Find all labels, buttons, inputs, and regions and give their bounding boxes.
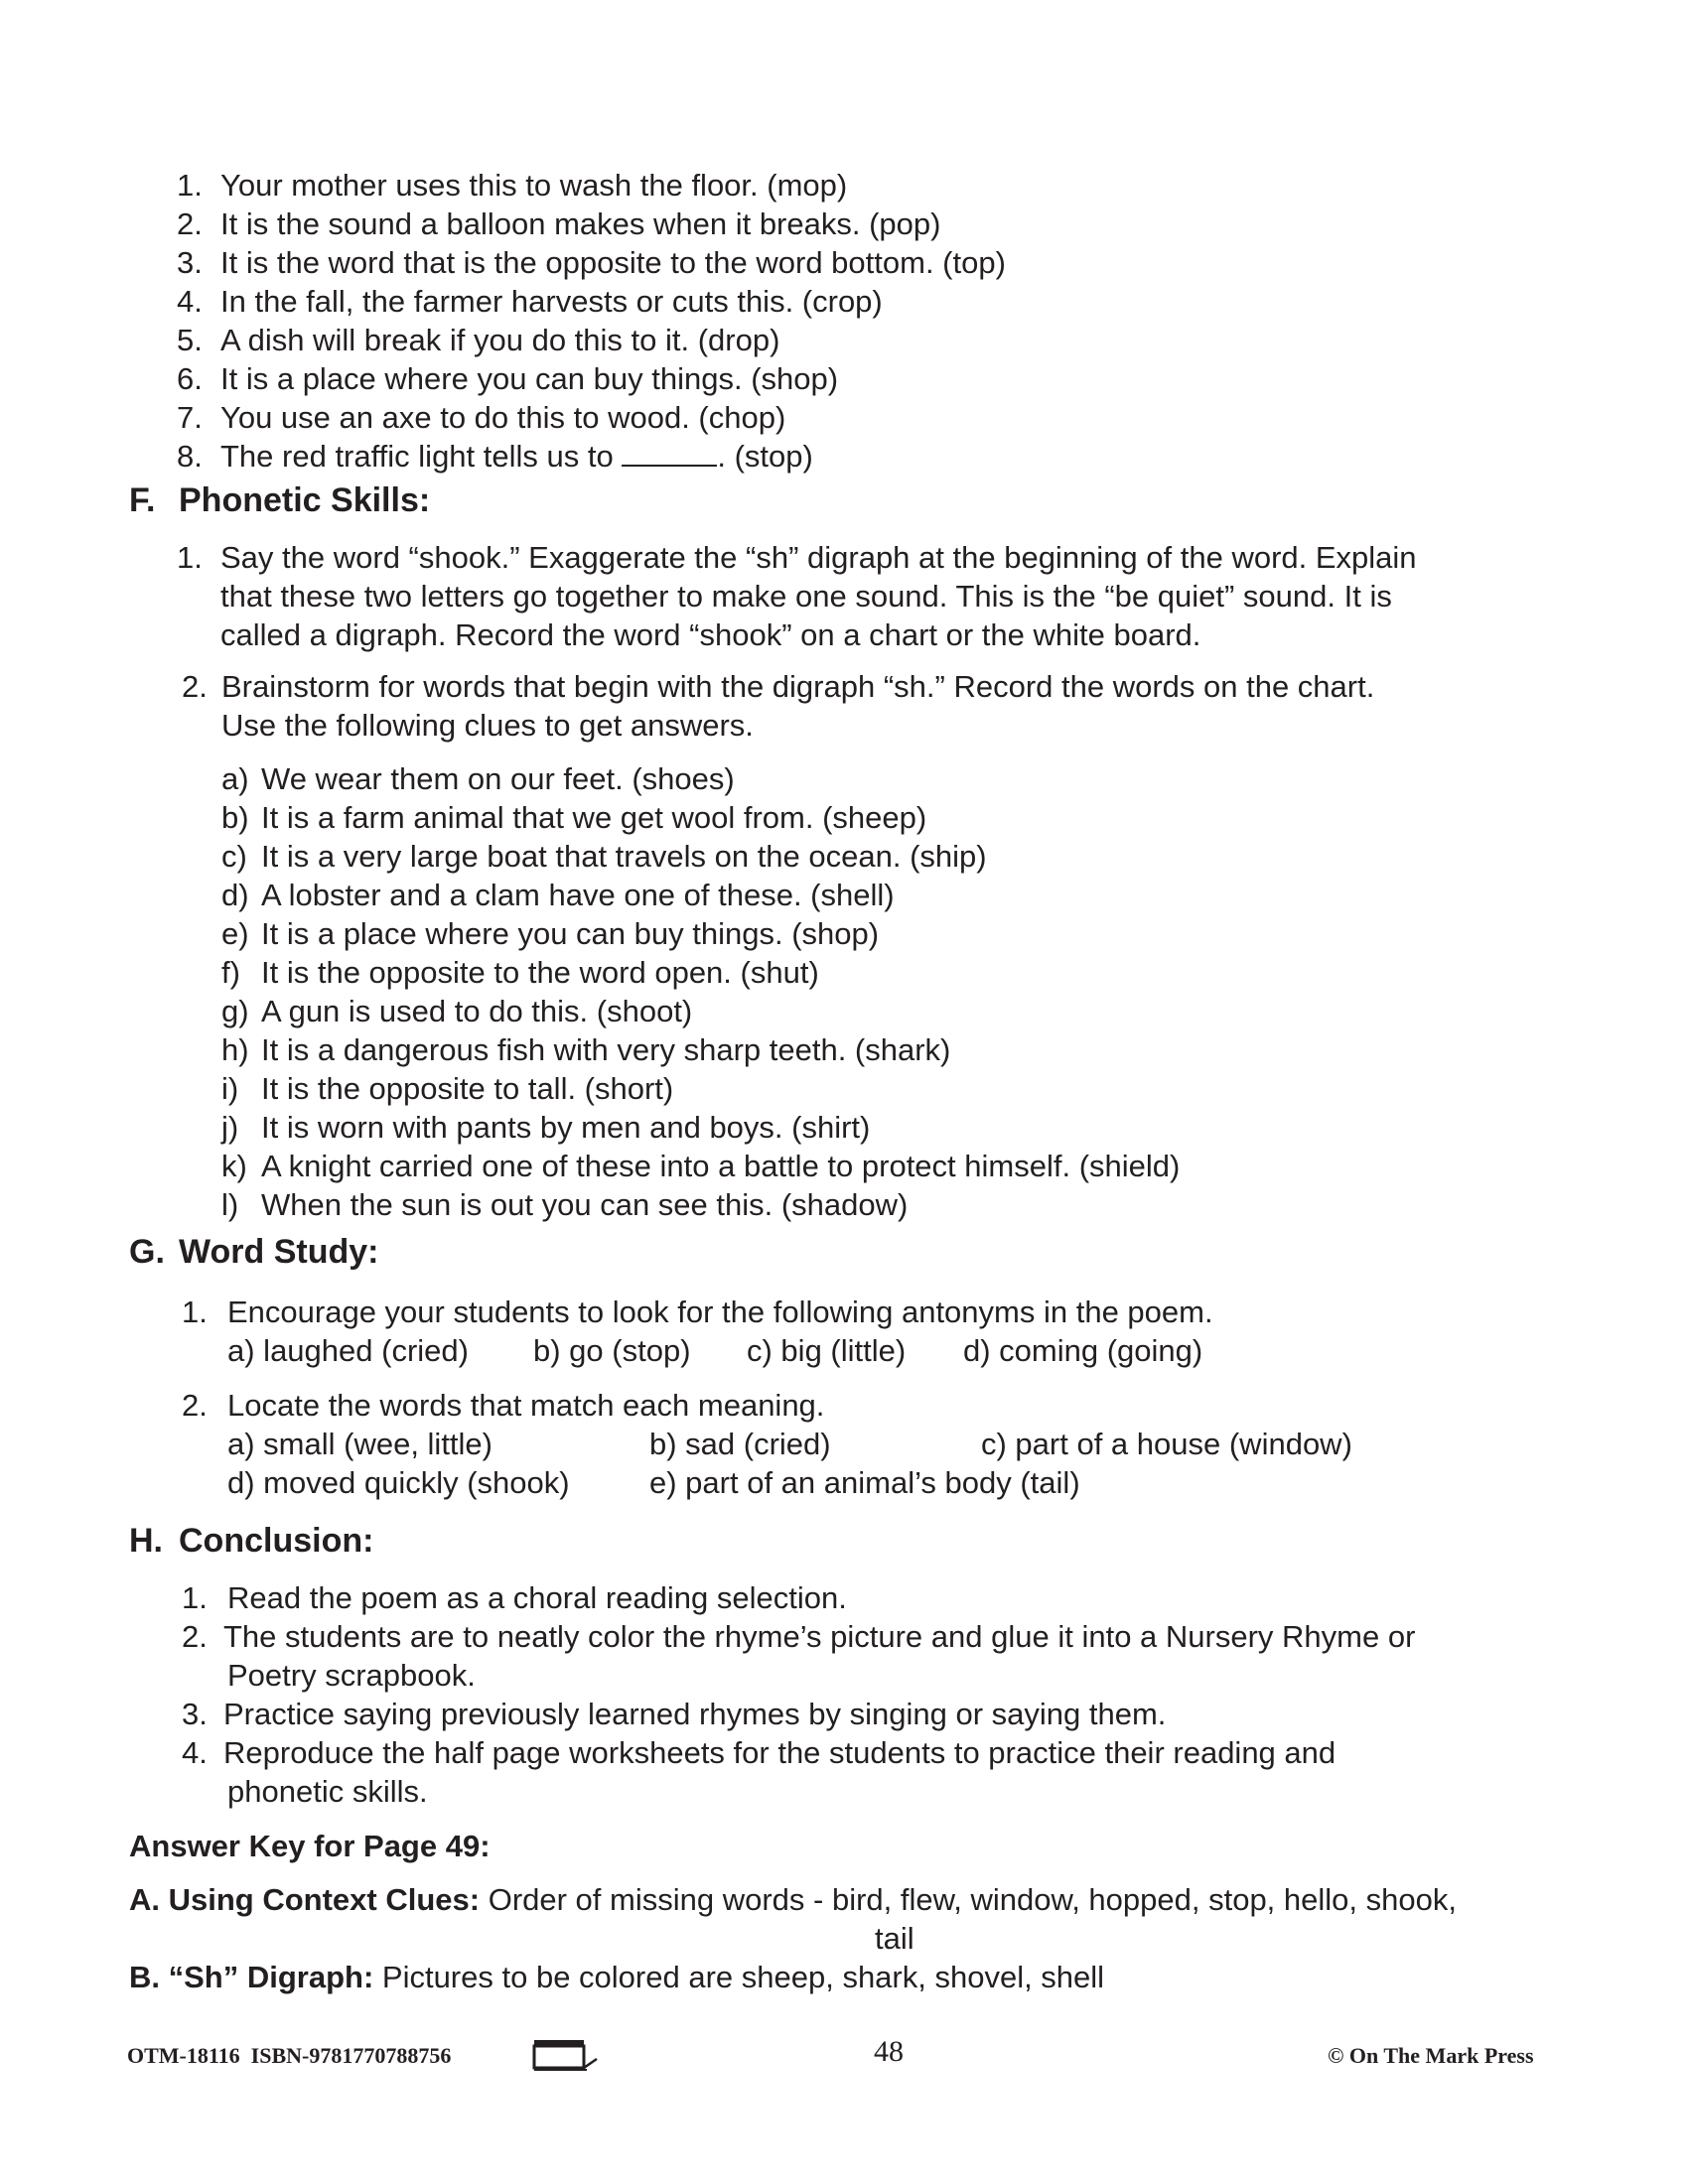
list-item: 2. The students are to neatly color the rhyme’s picture and glue it into a Nursery Rhyme or Poetry scrapbook. <box>182 1619 1416 1693</box>
list-item: c) It is a very large boat that travels on the ocean. (ship) <box>221 839 987 874</box>
list-item: 7. You use an axe to do this to wood. (chop) <box>177 400 786 435</box>
section-heading-f: F. Phonetic Skills: <box>129 481 431 519</box>
list-item: g) A gun is used to do this. (shoot) <box>221 994 693 1028</box>
section-heading-g: G. Word Study: <box>129 1233 379 1271</box>
list-item: 6. It is a place where you can buy things. (shop) <box>177 361 839 396</box>
list-item: d) A lobster and a clam have one of these. (shell) <box>221 878 895 912</box>
answer-key-b: B. “Sh” Digraph: Pictures to be colored are sheep, shark, shovel, shell <box>129 1960 1105 1994</box>
list-item: 4. In the fall, the farmer harvests or cuts this. (crop) <box>177 284 883 319</box>
list-item: l) When the sun is out you can see this. (shadow) <box>221 1187 909 1222</box>
list-item: 1. Read the poem as a choral reading selection. <box>182 1580 847 1615</box>
footer-code: OTM-18116 ISBN-9781770788756 <box>127 2043 452 2068</box>
phonetic-item-2: 2. Brainstorm for words that begin with the digraph “sh.” Record the words on the chart. Use the following clues to get answers. <box>182 669 1375 743</box>
list-item: 1. Your mother uses this to wash the floor. (mop) <box>177 168 848 203</box>
list-item: 5. A dish will break if you do this to it. (drop) <box>177 323 780 357</box>
sh-clue-list <box>221 759 1180 1224</box>
list-item: 3. It is the word that is the opposite to the word bottom. (top) <box>177 245 1006 280</box>
list-item: a) We wear them on our feet. (shoes) <box>221 761 735 796</box>
rhyme-clue-list <box>177 166 1006 476</box>
phonetic-item-1: 1. Say the word “shook.” Exaggerate the “sh” digraph at the beginning of the word. Explain that these two letters go together to make one sound. This is the “be quiet” sound. It is called a digraph. Record the word “shook” on a chart or the white board. <box>177 540 1417 652</box>
meaning-row: a) small (wee, little) b) sad (cried) c) part of a house (window) <box>227 1427 1352 1461</box>
answer-key-a-continued: tail <box>875 1921 914 1956</box>
answer-key-a: A. Using Context Clues: Order of missing words - bird, flew, window, hopped, stop, hello, shook, <box>129 1882 1457 1917</box>
list-item: 3. Practice saying previously learned rhymes by singing or saying them. <box>182 1697 1167 1731</box>
list-item: i) It is the opposite to tall. (short) <box>221 1071 674 1106</box>
word-study-item-2: 2. Locate the words that match each meaning. a) small (wee, little) b) sad (cried) c) part of a house (window) d) moved quickly (shook) e) part of an animal’s body (tail) <box>182 1388 1352 1500</box>
list-item: j) It is worn with pants by men and boys. (shirt) <box>221 1110 871 1145</box>
list-item: 2. It is the sound a balloon makes when it breaks. (pop) <box>177 206 941 241</box>
list-item: k) A knight carried one of these into a battle to protect himself. (shield) <box>221 1149 1181 1183</box>
answer-key-title: Answer Key for Page 49: <box>129 1829 491 1863</box>
list-item: b) It is a farm animal that we get wool from. (sheep) <box>221 800 927 835</box>
list-item: 4. Reproduce the half page worksheets for the students to practice their reading and phonetic skills. <box>182 1735 1336 1809</box>
conclusion-list <box>182 1578 1415 1811</box>
list-item: e) It is a place where you can buy things. (shop) <box>221 916 880 951</box>
antonym-row: a) laughed (cried) b) go (stop) c) big (little) d) coming (going) <box>227 1333 1203 1368</box>
meaning-row: d) moved quickly (shook) e) part of an animal’s body (tail) <box>227 1465 1080 1500</box>
list-item: f) It is the opposite to the word open. (shut) <box>221 955 819 990</box>
list-item: h) It is a dangerous fish with very sharp teeth. (shark) <box>221 1032 951 1067</box>
fill-in-blank <box>622 439 717 467</box>
page-number: 48 <box>874 2035 904 2068</box>
list-item: 8. The red traffic light tells us to . (stop) <box>177 439 813 474</box>
footer-publisher: © On The Mark Press <box>1328 2043 1534 2068</box>
book-logo-icon <box>531 2037 601 2073</box>
word-study-item-1: 1. Encourage your students to look for the following antonyms in the poem. a) laughed (cried) b) go (stop) c) big (little) d) coming (going) <box>182 1295 1213 1368</box>
section-heading-h: H. Conclusion: <box>129 1522 374 1560</box>
